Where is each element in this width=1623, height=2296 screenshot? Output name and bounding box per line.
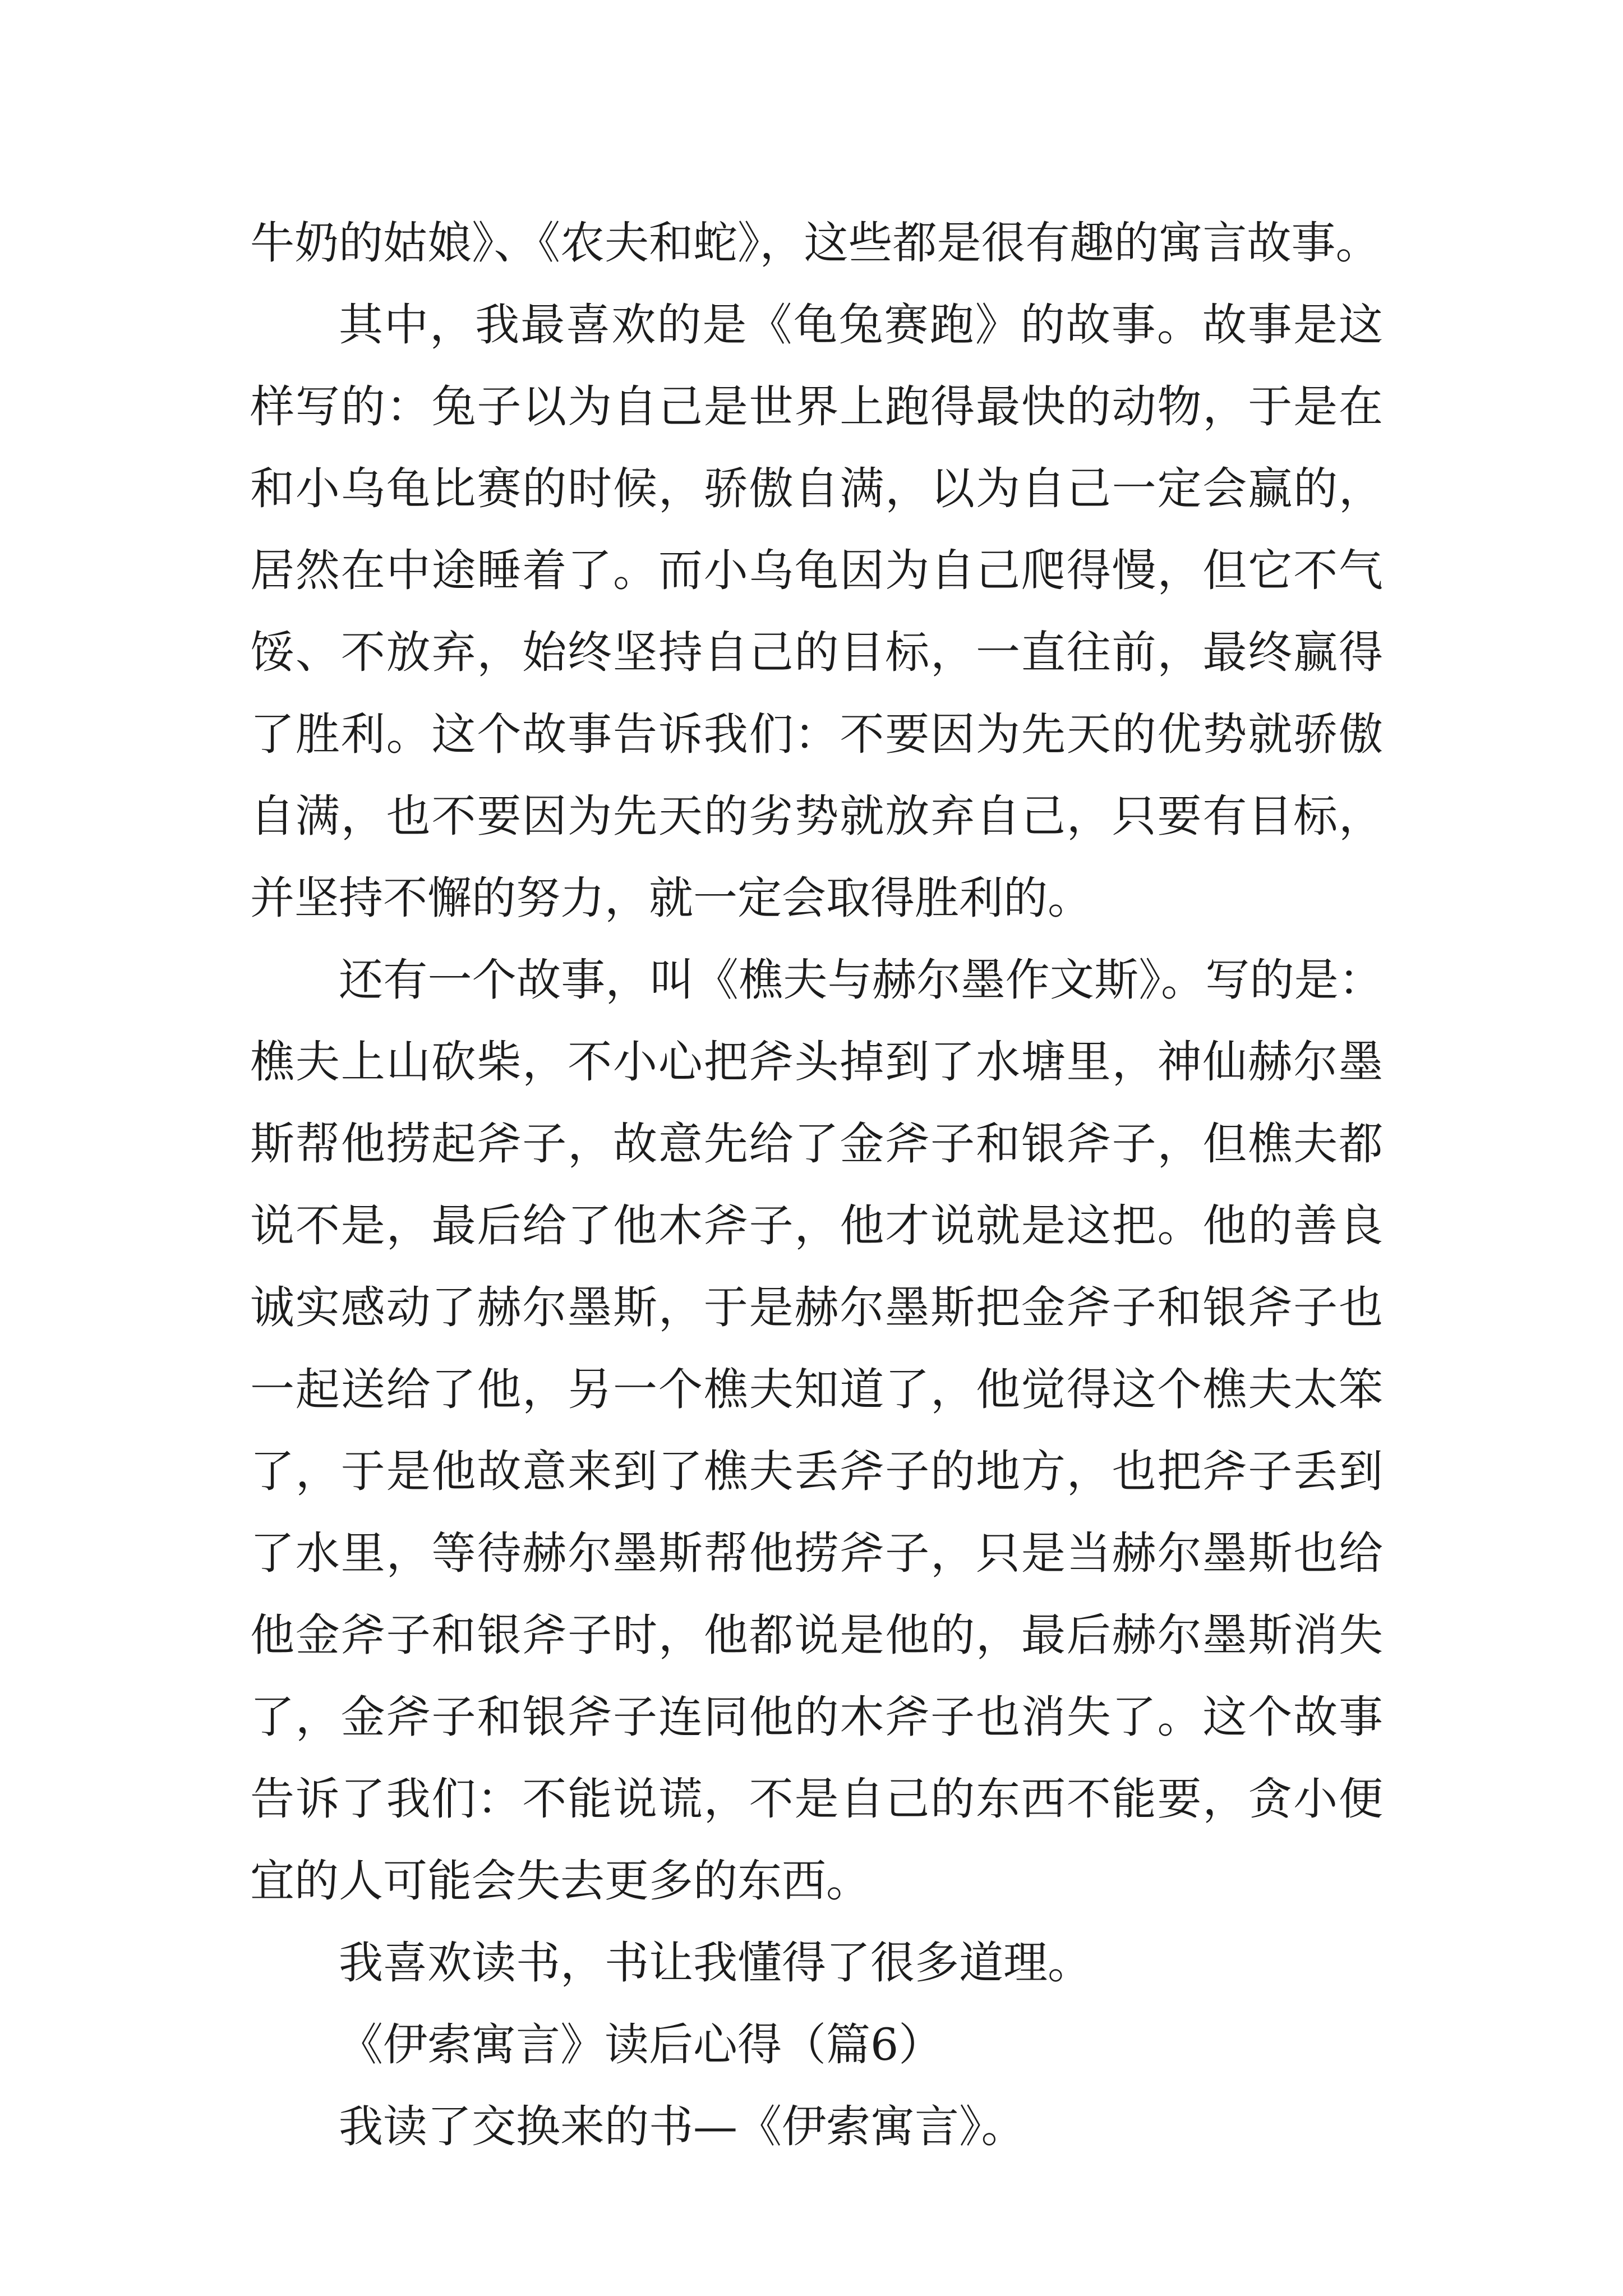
paragraph-continuation: 牛奶的姑娘》、《农夫和蛇》，这些都是很有趣的寓言故事。 [250, 217, 1380, 269]
paragraph-tortoise-hare: 其中，我最喜欢的是《龟兔赛跑》的故事。故事是这样写的：兔子以为自己是世界上跑得最快的动物，于是在和小乌龟比赛的时候，骄傲自满，以为自己一定会赢的，居然在中途睡着了。而小乌龟因为自己爬得慢，但它不气馁、不放弃，始终坚持自己的目标，一直往前，最终赢得了胜利。这个故事告诉我们：不要因为先天的优势就骄傲自满，也不要因为先天的劣势就放弃自己，只要有目标，并坚持不懈的努力，就一定会取得胜利的。 [250, 299, 1383, 924]
paragraph-love-reading: 我喜欢读书，书让我懂得了很多道理。 [339, 1937, 1092, 1989]
document-body [250, 202, 1383, 2168]
paragraph-exchange-book: 我读了交换来的书—《伊索寓言》。 [339, 2101, 1026, 2152]
paragraph-woodcutter-hermes: 还有一个故事，叫《樵夫与赫尔墨作文斯》。写的是：樵夫上山砍柴，不小心把斧头掉到了水塘里，神仙赫尔墨斯帮他捞起斧子，故意先给了金斧子和银斧子，但樵夫都说不是，最后给了他木斧子，他才说就是这把。他的善良诚实感动了赫尔墨斯，于是赫尔墨斯把金斧子和银斧子也一起送给了他，另一个樵夫知道了，他觉得这个樵夫太笨了，于是他故意来到了樵夫丢斧子的地方，也把斧子丢到了水里，等待赫尔墨斯帮他捞斧子，只是当赫尔墨斯也给他金斧子和银斧子时，他都说是他的，最后赫尔墨斯消失了，金斧子和银斧子连同他的木斧子也消失了。这个故事告诉了我们：不能说谎，不是自己的东西不能要，贪小便宜的人可能会失去更多的东西。 [250, 954, 1383, 1907]
section-heading: 《伊索寓言》读后心得（篇6） [339, 2019, 943, 2070]
